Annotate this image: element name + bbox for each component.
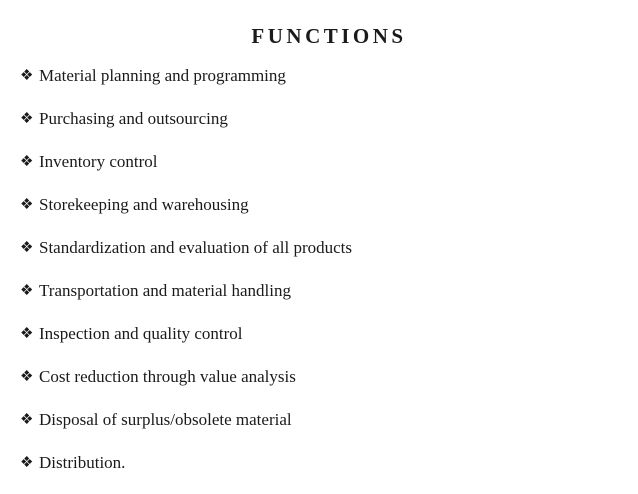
list-item	[20, 279, 352, 322]
diamond-bullet-icon: ❖	[20, 412, 34, 428]
list-item-text: Inspection and quality control	[39, 324, 243, 343]
list-item	[20, 322, 352, 365]
list-item-text: Cost reduction through value analysis	[39, 367, 296, 386]
list-item-text: Purchasing and outsourcing	[39, 109, 228, 128]
diamond-bullet-icon: ❖	[20, 197, 34, 213]
diamond-bullet-icon: ❖	[20, 326, 34, 342]
diamond-bullet-icon: ❖	[20, 455, 34, 471]
diamond-bullet-icon: ❖	[20, 68, 34, 84]
list-item-text: Storekeeping and warehousing	[39, 195, 249, 214]
list-item-text: Transportation and material handling	[39, 281, 291, 300]
diamond-bullet-icon: ❖	[20, 240, 34, 256]
list-item	[20, 451, 352, 494]
list-item-text: Disposal of surplus/obsolete material	[39, 410, 292, 429]
diamond-bullet-icon: ❖	[20, 111, 34, 127]
diamond-bullet-icon: ❖	[20, 369, 34, 385]
list-item-text: Distribution.	[39, 453, 126, 472]
list-item-text: Material planning and programming	[39, 66, 286, 85]
list-item	[20, 107, 352, 150]
list-item	[20, 150, 352, 193]
diamond-bullet-icon: ❖	[20, 154, 34, 170]
diamond-bullet-icon: ❖	[20, 283, 34, 299]
list-item	[20, 236, 352, 279]
functions-list	[20, 64, 352, 494]
list-item	[20, 193, 352, 236]
list-item-text: Inventory control	[39, 152, 158, 171]
list-item-text: Standardization and evaluation of all products	[39, 238, 352, 257]
list-item	[20, 64, 352, 107]
list-item	[20, 365, 352, 408]
slide-title: FUNCTIONS	[251, 24, 407, 48]
list-item	[20, 408, 352, 451]
